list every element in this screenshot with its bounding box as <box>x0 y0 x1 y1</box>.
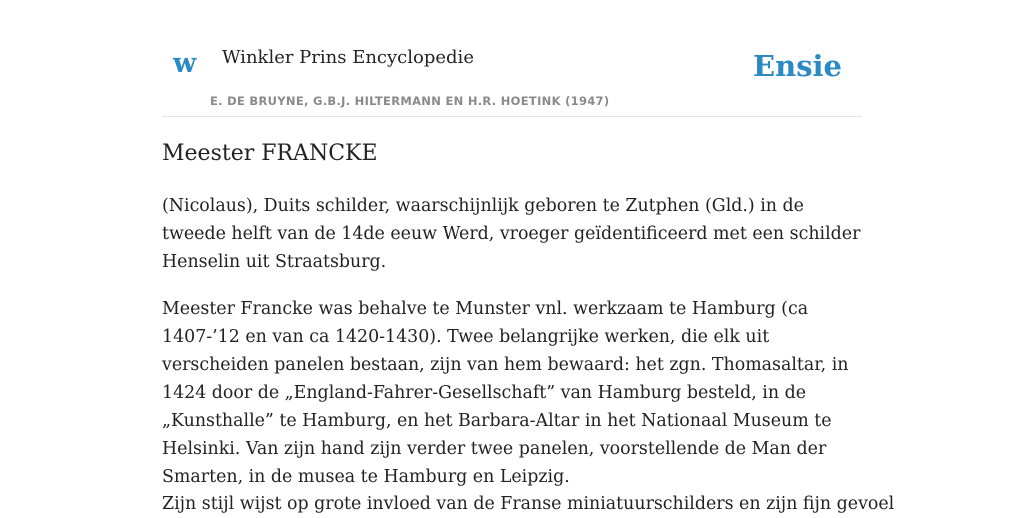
article-paragraph: Zijn stijl wijst op grote invloed van de Franse miniatuurschilders en zijn fijn gevoel <box>162 494 895 514</box>
article-paragraph: (Nicolaus), Duits schilder, waarschijnlijk geboren te Zutphen (Gld.) in de tweede helft van de 14de eeuw Werd, vroeger geïdentificeerd met een schilder Henselin uit Straatsburg. <box>162 196 861 272</box>
site-logo[interactable]: w <box>173 48 197 79</box>
brand-logo[interactable]: Ensie <box>753 49 842 83</box>
page-container <box>162 0 895 514</box>
site-header <box>162 0 862 117</box>
authors-credit: E. DE BRUYNE, G.B.J. HILTERMANN EN H.R. HOETINK (1947) <box>210 94 610 108</box>
article-paragraph: Meester Francke was behalve te Munster vnl. werkzaam te Hamburg (ca 1407-’12 en van ca 1420-1430). Twee belangrijke werken, die elk uit verscheiden panelen bestaan, zijn van hem bewaard: het zgn. Thomasaltar, in 1424 door de „England-Fahrer-Gesellschaft” van Hamburg besteld, in de „Kunsthalle” te Hamburg, en het Barbara-Altar in het Nationaal Museum te Helsinki. Van zijn hand zijn verder twee panelen, voorstellende de Man der Smarten, in de musea te Hamburg en Leipzig. <box>162 299 849 487</box>
site-title[interactable]: Winkler Prins Encyclopedie <box>222 47 474 68</box>
article-title: Meester FRANCKE <box>162 141 378 166</box>
